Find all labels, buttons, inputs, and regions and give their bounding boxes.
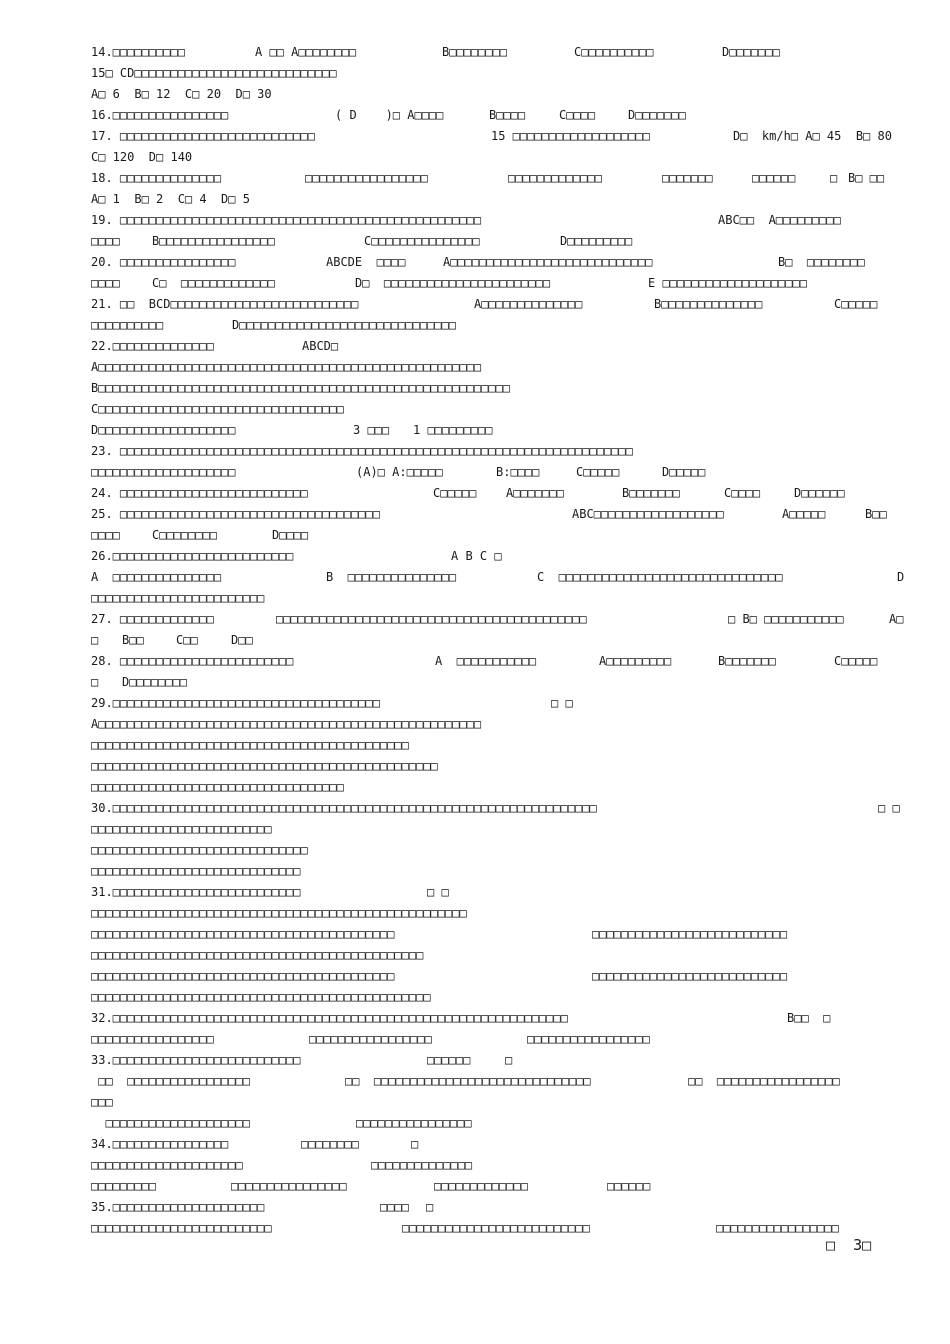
text-segment: □	[91, 633, 99, 647]
text-line	[0, 966, 950, 986]
text-segment: 26.□□□□□□□□□□□□□□□□□□□□□□□□□	[91, 549, 294, 563]
text-segment: □□□□□□	[752, 171, 796, 185]
text-segment: 1 □□□□□□□□□	[413, 423, 493, 437]
text-line	[0, 525, 950, 545]
text-line	[0, 882, 950, 902]
text-line	[0, 693, 950, 713]
text-line	[0, 1029, 950, 1049]
text-line	[0, 1176, 950, 1196]
text-segment: C□□□□□□□□	[152, 528, 218, 542]
text-segment: 28. □□□□□□□□□□□□□□□□□□□□□□□□	[91, 654, 294, 668]
text-line	[0, 378, 950, 398]
text-segment: C□□□□□	[834, 297, 878, 311]
text-segment: C□□	[176, 633, 198, 647]
text-line	[0, 819, 950, 839]
text-segment: A □□□□□□□□□□□□□□□	[91, 570, 222, 584]
text-line	[0, 861, 950, 881]
text-segment: □□□□□□□□□□□□□□□□□□□□□□□□□□□□□□	[91, 843, 308, 857]
text-segment: A □□□□□□□□□□□	[435, 654, 537, 668]
text-line	[0, 777, 950, 797]
text-segment: □□□□	[91, 276, 120, 290]
text-segment: □□□□□□□□□□□□□□□□	[231, 1179, 347, 1193]
text-segment: D□□□□□□□□□□□□□□□□□□□□□□□□□□□□□□	[232, 318, 456, 332]
text-segment: C□□□□□	[834, 654, 878, 668]
text-segment: □□□□□□□□□□□□□□□□□□□□□□□□□□□□□□□□□□□	[91, 780, 344, 794]
text-segment: 35.□□□□□□□□□□□□□□□□□□□□□	[91, 1200, 265, 1214]
text-segment: D□□□□□□□□□	[560, 234, 633, 248]
text-segment: 18. □□□□□□□□□□□□□□	[91, 171, 222, 185]
text-segment: D□□□□□□□□□□□□□□□□□□□	[91, 423, 236, 437]
text-segment: D□□	[231, 633, 253, 647]
text-line	[0, 252, 950, 272]
text-segment: D□ km/h□ A□ 45 B□ 80	[733, 129, 892, 143]
text-line	[0, 609, 950, 629]
text-segment: B:□□□□	[496, 465, 540, 479]
text-segment: B□□□□□□□□□□□□□□□□□□□□□□□□□□□□□□□□□□□□□□□□□□□□□□□□□□□□□□□□□	[91, 381, 511, 395]
text-line	[0, 840, 950, 860]
text-segment: □ □	[878, 801, 900, 815]
text-line	[0, 441, 950, 461]
text-segment: □□□□□□□□□□□□□□□□□	[716, 1221, 839, 1235]
text-line	[0, 105, 950, 125]
text-segment: C□□□□	[724, 486, 761, 500]
text-segment: B□□□□□□□□□□□□□□□□	[152, 234, 275, 248]
text-segment: B□ □□	[848, 171, 885, 185]
text-segment: □□□□□□□□□□□□□□	[371, 1158, 473, 1172]
text-segment: A□□□□□□□□□□□□□□□□□□□□□□□□□□□□□□□□□□□□□□□□□□□□□□□□□□□□□	[91, 717, 482, 731]
text-segment: B□□□□□□□	[718, 654, 776, 668]
text-segment: B□□	[122, 633, 144, 647]
text-segment: A□□□□□□□□□□□□□□□□□□□□□□□□□□□□□□□□□□□□□□□□□□□□□□□□□□□□□	[91, 360, 482, 374]
text-segment: D	[897, 570, 905, 584]
text-segment: 34.□□□□□□□□□□□□□□□□	[91, 1137, 229, 1151]
text-segment: 31.□□□□□□□□□□□□□□□□□□□□□□□□□□	[91, 885, 301, 899]
text-segment: □□□□□□□□□□□□□□□□□	[305, 171, 428, 185]
text-segment: □□□□□□□□□□□□□□□□□□□□□□□□□□□□□□□□□□□□□□□□□□□□□□□□	[91, 759, 438, 773]
text-segment: D□□□□□	[662, 465, 706, 479]
text-segment: D□ □□□□□□□□□□□□□□□□□□□□□□□	[355, 276, 551, 290]
text-segment: B □□□□□□□□□□□□□□□	[326, 570, 457, 584]
text-line	[0, 588, 950, 608]
text-line	[0, 42, 950, 62]
text-line	[0, 168, 950, 188]
text-segment: B□□□□□□□□	[442, 45, 508, 59]
text-line	[0, 462, 950, 482]
text-segment: D□□□□□□	[794, 486, 845, 500]
text-segment: □	[426, 1200, 434, 1214]
text-segment: B□□	[865, 507, 887, 521]
text-segment: B□□□□□□□	[622, 486, 680, 500]
text-segment: B□□□□	[489, 108, 526, 122]
text-segment: 21. □□ BCD□□□□□□□□□□□□□□□□□□□□□□□□□□	[91, 297, 359, 311]
text-segment: A□ 1 B□ 2 C□ 4 D□ 5	[91, 192, 250, 206]
text-line	[0, 756, 950, 776]
text-segment: A□□□□□□□□□	[599, 654, 672, 668]
text-line	[0, 420, 950, 440]
text-segment: □□□□□□□□□□□□□□□□□□□□	[91, 465, 236, 479]
text-segment: C□□□□□□□□□□	[574, 45, 654, 59]
text-segment: □□ □□□□□□□□□□□□□□□□□	[688, 1074, 840, 1088]
text-line	[0, 798, 950, 818]
text-segment: □□□□□□□	[662, 171, 713, 185]
text-segment: 33.□□□□□□□□□□□□□□□□□□□□□□□□□□	[91, 1053, 301, 1067]
text-segment: □□□□□□□□□	[91, 1179, 157, 1193]
text-segment: B□□ □	[787, 1011, 831, 1025]
text-segment: □□□□□□□□□□□□□□□□□□□□□□□□□□□□□□□□□□□□□□□□□□□□□□□□□□□□	[91, 906, 467, 920]
text-segment: 32.□□□□□□□□□□□□□□□□□□□□□□□□□□□□□□□□□□□□□□□□□□□□□□□□□□□□□□□□□□□□□□□	[91, 1011, 568, 1025]
text-segment: A B C □	[451, 549, 502, 563]
text-segment: D□□□□	[272, 528, 309, 542]
text-segment: ABC□□ A□□□□□□□□□	[718, 213, 841, 227]
text-segment: C□ □□□□□□□□□□□□□	[152, 276, 275, 290]
text-segment: □□□□□□□□□□□□□□□□□□□□□□□□□□□□□□□□□□□□□□□□□□□□□□	[91, 948, 424, 962]
text-line	[0, 630, 950, 650]
text-segment: 27. □□□□□□□□□□□□□	[91, 612, 214, 626]
text-segment: □□□□□□□□□□□□□□□□□□□□□□□□□□□□□□□□□□□□□□□□□□□	[276, 612, 587, 626]
text-line	[0, 945, 950, 965]
text-segment: □□□□□□□□□□□□□□□□□	[527, 1032, 650, 1046]
text-segment: D□□□□□□□	[722, 45, 780, 59]
text-segment: □□□	[91, 1095, 113, 1109]
text-line	[0, 735, 950, 755]
text-segment: C□□□□	[559, 108, 596, 122]
text-segment: □□□□	[91, 234, 120, 248]
text-segment: A□□□□□	[782, 507, 826, 521]
text-segment: □□□□□□□□□□□□□□□□□□□□□□□□□□□□□□□□□□□□□□□□□□□□□□□	[91, 990, 431, 1004]
text-line	[0, 903, 950, 923]
text-segment: C□□□□□	[433, 486, 477, 500]
text-line	[0, 336, 950, 356]
text-segment: □□□□□□□□□□□□□□□□□□□□□	[91, 1158, 243, 1172]
text-segment: □□□□□□□□□□□□□□□□□□□□□□□□□□□	[592, 969, 788, 983]
text-segment: A□	[889, 612, 904, 626]
text-segment: □□□□□□□□□□□□□□□□□	[309, 1032, 432, 1046]
text-segment: □□□□□□□□□□□□□□□□	[356, 1116, 472, 1130]
text-segment: □□□□□□□□□□□□□□□□□□□□□□□□□□□□□□□□□□□□□□□□□□	[91, 969, 395, 983]
text-line	[0, 1155, 950, 1175]
text-line	[0, 231, 950, 251]
text-segment: A□□□□□□□	[506, 486, 564, 500]
text-segment: □□□□□□	[607, 1179, 651, 1193]
text-segment: 17. □□□□□□□□□□□□□□□□□□□□□□□□□□□	[91, 129, 315, 143]
text-line	[0, 1134, 950, 1154]
text-line	[0, 504, 950, 524]
text-line	[0, 1071, 950, 1091]
text-segment: □□□□□□□□□□□□□□□□□□□□□□□□	[91, 591, 265, 605]
text-segment: □□□□□□□□	[301, 1137, 359, 1151]
text-line	[0, 1092, 950, 1112]
text-segment: 25. □□□□□□□□□□□□□□□□□□□□□□□□□□□□□□□□□□□□	[91, 507, 380, 521]
text-segment: 15 □□□□□□□□□□□□□□□□□□□	[491, 129, 650, 143]
text-segment: □□ □□□□□□□□□□□□□□□□□	[91, 1074, 250, 1088]
text-line	[0, 567, 950, 587]
text-segment: A □□ A□□□□□□□□	[255, 45, 357, 59]
text-segment: A□ 6 B□ 12 C□ 20 D□ 30	[91, 87, 272, 101]
text-segment: □□□□□□□□□□□□□□□□□□□□□□□□□□□	[592, 927, 788, 941]
text-segment: 15□ CD□□□□□□□□□□□□□□□□□□□□□□□□□□□□	[91, 66, 337, 80]
text-segment: □□□□□□□□□□	[91, 318, 164, 332]
text-segment: A□□□□□□□□□□□□□□	[474, 297, 583, 311]
text-line	[0, 672, 950, 692]
text-segment: 20. □□□□□□□□□□□□□□□□	[91, 255, 236, 269]
text-segment: 23. □□□□□□□□□□□□□□□□□□□□□□□□□□□□□□□□□□□□□□□□□□□□□□□□□□□□□□□□□□□□□□□□□□□□□□□	[91, 444, 633, 458]
text-segment: □□□□	[380, 1200, 409, 1214]
text-segment: 3 □□□	[353, 423, 390, 437]
text-segment: C□□□□□□□□□□□□□□□	[364, 234, 480, 248]
text-line	[0, 651, 950, 671]
text-segment: □□□□□□□□□□□□□□□□□	[91, 1032, 214, 1046]
text-segment: □ □	[551, 696, 573, 710]
text-line	[0, 63, 950, 83]
text-segment: E □□□□□□□□□□□□□□□□□□□□	[648, 276, 807, 290]
text-line	[0, 126, 950, 146]
page-number: □ 3□	[826, 1236, 872, 1254]
text-segment: □□□□□□□□□□□□□□□□□□□□	[91, 1116, 250, 1130]
text-line	[0, 1050, 950, 1070]
text-segment: (A)□ A:□□□□□	[356, 465, 443, 479]
text-line	[0, 357, 950, 377]
text-segment: □□□□□□□□□□□□□□□□□□□□□□□□□□□□□□□□□□□□□□□□□□	[91, 927, 395, 941]
text-line	[0, 84, 950, 104]
text-segment: □□□□□□□□□□□□□□□□□□□□□□□□□□□□□□□□□□□□□□□□□□□□	[91, 738, 409, 752]
text-segment: 30.□□□□□□□□□□□□□□□□□□□□□□□□□□□□□□□□□□□□□□□□□□□□□□□□□□□□□□□□□□□□□□□□□□□	[91, 801, 597, 815]
text-segment: 22.□□□□□□□□□□□□□□	[91, 339, 214, 353]
text-line	[0, 483, 950, 503]
text-segment: □	[411, 1137, 419, 1151]
text-segment: C □□□□□□□□□□□□□□□□□□□□□□□□□□□□□□□	[537, 570, 783, 584]
text-segment: □□□□	[91, 528, 120, 542]
text-segment: □□□□□□□□□□□□□□□□□□□□□□□□□□□□□	[91, 864, 301, 878]
text-line	[0, 1113, 950, 1133]
text-segment: 16.□□□□□□□□□□□□□□□□	[91, 108, 229, 122]
text-segment: □ □	[427, 885, 449, 899]
text-segment: □□ □□□□□□□□□□□□□□□□□□□□□□□□□□□□□□	[345, 1074, 591, 1088]
text-line	[0, 294, 950, 314]
text-segment: □□□□□□□□□□□□□	[434, 1179, 528, 1193]
text-line	[0, 1197, 950, 1217]
text-line	[0, 315, 950, 335]
text-segment: □	[91, 675, 99, 689]
text-segment: □□□□□□	[427, 1053, 471, 1067]
text-line	[0, 987, 950, 1007]
text-segment: 24. □□□□□□□□□□□□□□□□□□□□□□□□□□	[91, 486, 308, 500]
text-segment: C□□□□□□□□□□□□□□□□□□□□□□□□□□□□□□□□□□	[91, 402, 344, 416]
text-line	[0, 1008, 950, 1028]
text-line	[0, 273, 950, 293]
text-segment: □□□□□□□□□□□□□□□□□□□□□□□□□	[91, 1221, 272, 1235]
text-segment: □□□□□□□□□□□□□□□□□□□□□□□□□	[91, 822, 272, 836]
text-segment: □□□□□□□□□□□□□□□□□□□□□□□□□□	[402, 1221, 590, 1235]
text-segment: B□ □□□□□□□□	[778, 255, 865, 269]
text-segment: D□□□□□□□□	[122, 675, 188, 689]
text-segment: A□□□□□□□□□□□□□□□□□□□□□□□□□□□□	[443, 255, 653, 269]
text-segment: □	[830, 171, 838, 185]
text-line	[0, 210, 950, 230]
text-segment: ABCD□	[302, 339, 339, 353]
text-line	[0, 189, 950, 209]
text-segment: 29.□□□□□□□□□□□□□□□□□□□□□□□□□□□□□□□□□□□□□	[91, 696, 380, 710]
text-segment: 14.□□□□□□□□□□	[91, 45, 185, 59]
text-segment: B□□□□□□□□□□□□□□	[654, 297, 763, 311]
text-segment: C□□□□□	[576, 465, 620, 479]
text-segment: C□ 120 D□ 140	[91, 150, 193, 164]
text-segment: ABCDE □□□□	[326, 255, 406, 269]
text-segment: D□□□□□□□	[628, 108, 686, 122]
text-line	[0, 924, 950, 944]
text-segment: ABC□□□□□□□□□□□□□□□□□□	[572, 507, 724, 521]
text-line	[0, 147, 950, 167]
text-segment: □ B□ □□□□□□□□□□□	[728, 612, 844, 626]
text-line	[0, 546, 950, 566]
text-segment: □	[505, 1053, 513, 1067]
text-line	[0, 714, 950, 734]
text-segment: □□□□□□□□□□□□□	[508, 171, 602, 185]
text-segment: ( D )□ A□□□□	[335, 108, 444, 122]
text-segment: 19. □□□□□□□□□□□□□□□□□□□□□□□□□□□□□□□□□□□□□□□□□□□□□□□□□□	[91, 213, 482, 227]
text-line	[0, 1218, 950, 1238]
text-line	[0, 399, 950, 419]
